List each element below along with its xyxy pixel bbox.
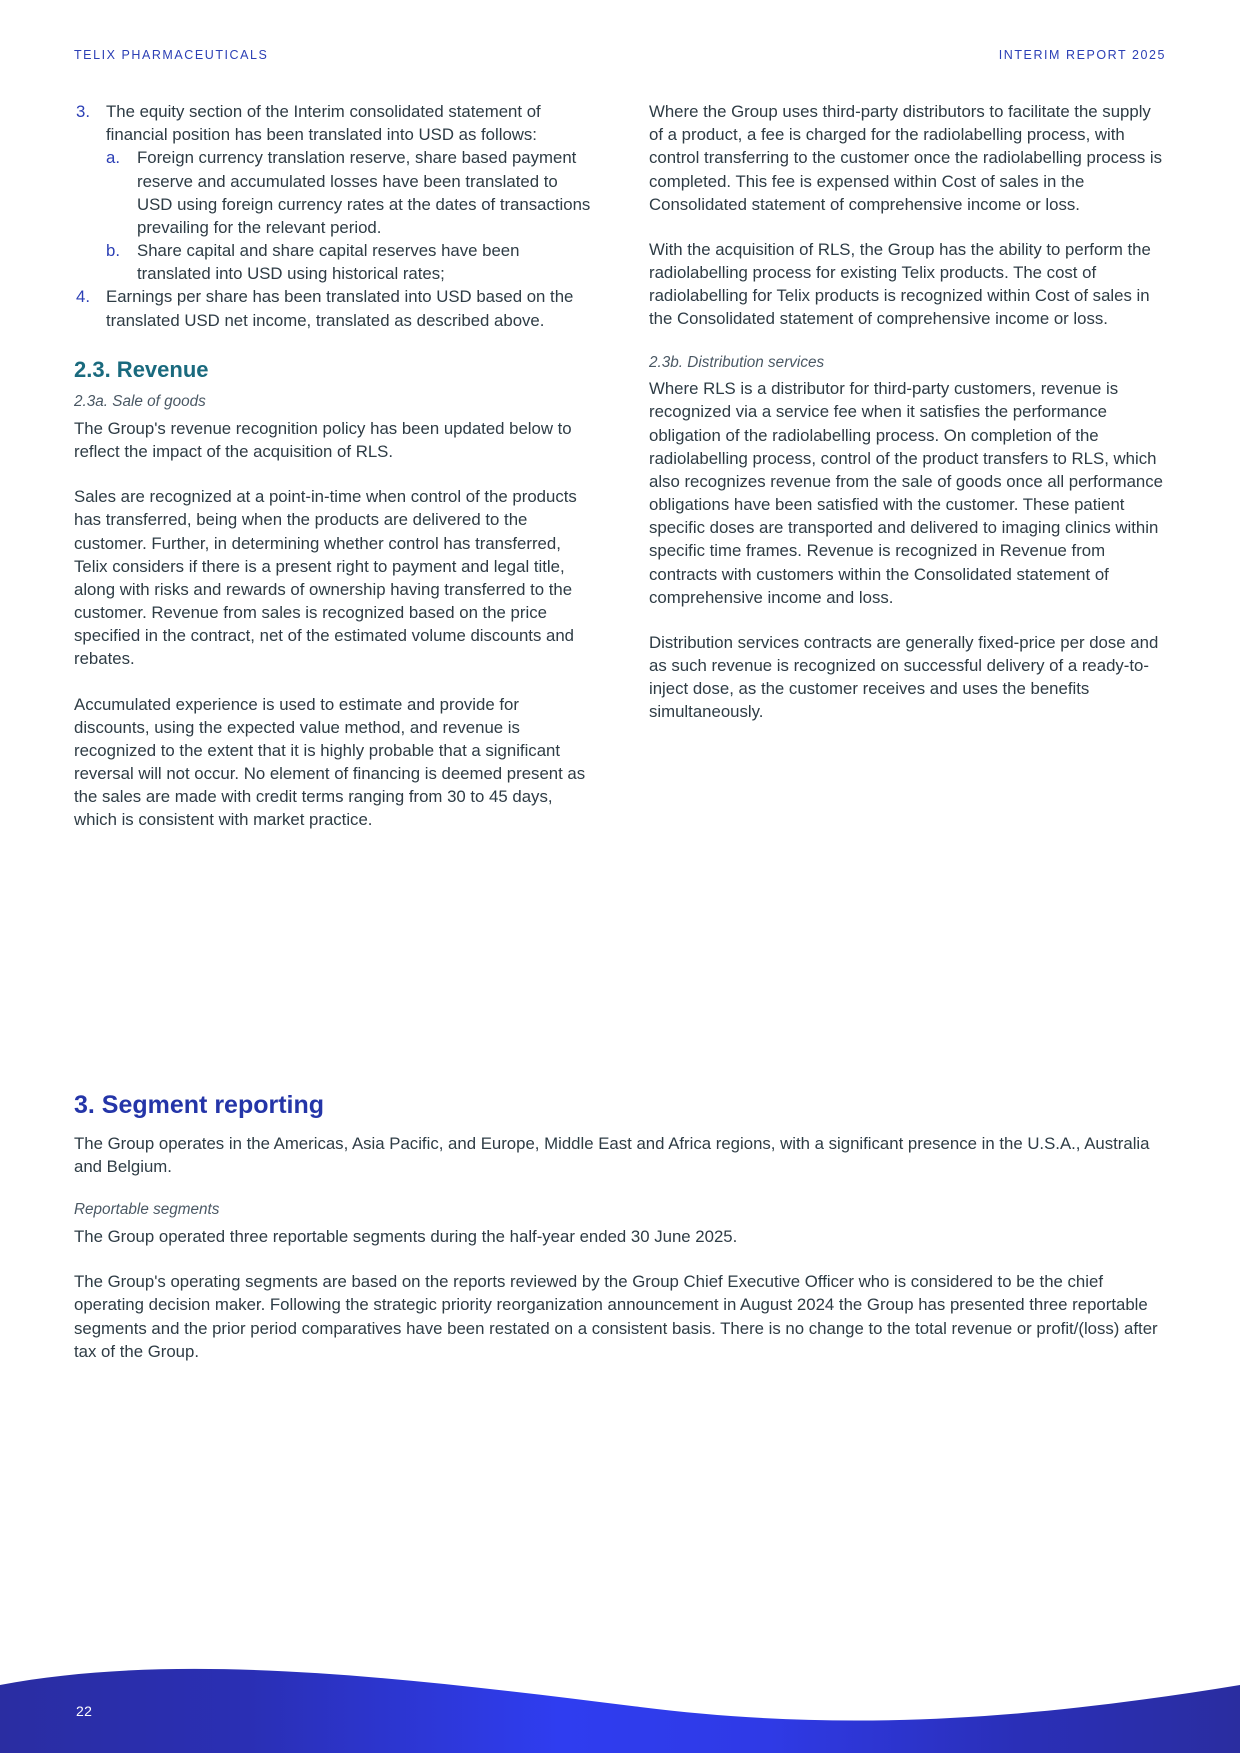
paragraph: Where RLS is a distributor for third-party customers, revenue is recognized via a service fee when it satisfies the performance obligation of the radiolabelling process. On completion of the radiolabelling process, control of the product transfers to RLS, which also recognizes revenue from the sale of goods once all performance obligations have been satisfied with the customer. These patient specific doses are transported and delivered to imaging clinics within specific time frames. Revenue is recognized in Revenue from contracts with customers within the Consolidated statement of comprehensive income and loss. <box>649 379 1163 607</box>
list-marker: 4. <box>76 287 90 307</box>
paragraph: Accumulated experience is used to estimate and provide for discounts, using the expected value method, and revenue is recognized to the extent that it is highly probable that a significant reversal will not occur. No element of financing is deemed present as the sales are made with credit terms ranging from 30 to 45 days, which is consistent with market practice. <box>74 694 586 830</box>
heading-segment-reporting: 3. Segment reporting <box>74 1091 325 1119</box>
left-column <box>74 100 591 832</box>
sub-list-item <box>106 239 591 285</box>
paragraph: With the acquisition of RLS, the Group has the ability to perform the radiolabelling process for existing Telix products. The cost of radiolabelling for Telix products is recognized within Cost of sales in the Consolidated statement of comprehensive income or loss. <box>649 239 1151 329</box>
paragraph: Distribution services contracts are generally fixed-price per dose and as such revenue is recognized on successful delivery of a ready-to-inject dose, as the customer receives and uses the benefits simultaneously. <box>649 632 1159 722</box>
list-item <box>74 100 591 285</box>
list-marker: 3. <box>76 102 90 121</box>
subheading-reportable-segments: Reportable segments <box>74 1201 220 1219</box>
sub-list-item-text: Share capital and share capital reserves have been translated into USD using historical rates; <box>137 241 520 284</box>
paragraph: The Group operates in the Americas, Asia Pacific, and Europe, Middle East and Africa regions, with a significant presence in the U.S.A., Australia and Belgium. <box>74 1134 1150 1177</box>
paragraph: The Group's revenue recognition policy has been updated below to reflect the impact of the acquisition of RLS. <box>74 418 572 462</box>
wave-path <box>0 1669 1240 1753</box>
sub-list-marker: b. <box>106 241 120 261</box>
list-item-text: The equity section of the Interim consolidated statement of financial position has been translated into USD as follows: <box>106 102 541 145</box>
wave-shape <box>0 1463 1240 1753</box>
header-report-title: INTERIM REPORT 2025 <box>998 48 1166 62</box>
header-company-name: TELIX PHARMACEUTICALS <box>74 48 269 62</box>
list-item <box>74 285 591 331</box>
paragraph: The Group's operating segments are based on the reports reviewed by the Group Chief Executive Officer who is considered to be the chief operating decision maker. Following the strategic priority reorganization announcement in August 2024 the Group has presented three reportable segments and the prior period comparatives have been restated on a consistent basis. There is no change to the total revenue or profit/(loss) after tax of the Group. <box>74 1272 1158 1361</box>
list-item-text: Earnings per share has been translated into USD based on the translated USD net income, translated as described above. <box>106 287 574 330</box>
paragraph: The Group operated three reportable segments during the half-year ended 30 June 2025. <box>74 1226 738 1246</box>
sub-list <box>106 146 591 285</box>
page-number: 22 <box>76 1703 93 1719</box>
running-header <box>74 48 1166 62</box>
sub-list-item <box>106 146 591 239</box>
two-column-body <box>74 100 1166 832</box>
subheading-sale-of-goods: 2.3a. Sale of goods <box>74 393 206 411</box>
numbered-list <box>74 100 591 332</box>
paragraph: Sales are recognized at a point-in-time when control of the products has transferred, being when the products are delivered to the customer. Further, in determining whether control has transferred, Telix considers if there is a present right to payment and legal title, along with risks and rewards of ownership having transferred to the customer. Revenue from sales is recognized based on the price specified in the contract, net of the estimated volume discounts and rebates. <box>74 487 577 669</box>
paragraph: Where the Group uses third-party distributors to facilitate the supply of a product, a fee is charged for the radiolabelling process, with control transferring to the customer once the radiolabelling process is completed. This fee is expensed within Cost of sales in the Consolidated statement of comprehensive income or loss. <box>649 102 1163 214</box>
segment-reporting-section <box>74 1090 1166 1385</box>
subheading-distribution-services: 2.3b. Distribution services <box>649 353 825 371</box>
sub-list-item-text: Foreign currency translation reserve, share based payment reserve and accumulated losses have been translated to USD using foreign currency rates at the dates of transactions prevailing for the relevant period. <box>137 148 591 237</box>
sub-list-marker: a. <box>106 148 120 168</box>
footer-wave-graphic <box>0 1463 1240 1753</box>
heading-revenue: 2.3. Revenue <box>74 356 209 382</box>
right-column <box>649 100 1166 832</box>
